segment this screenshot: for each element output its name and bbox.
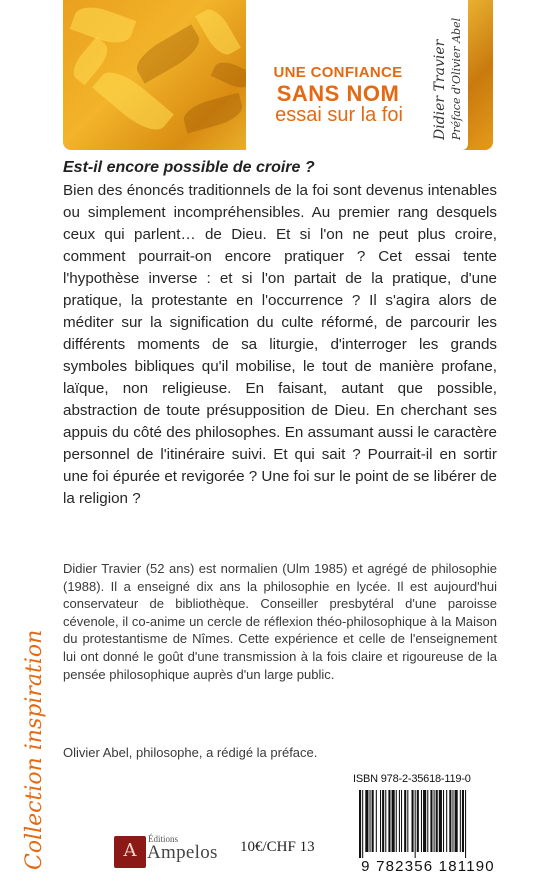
collection-label-vertical: Collection inspiration — [22, 629, 47, 870]
barcode-block — [353, 773, 503, 883]
barcode-icon — [355, 790, 501, 858]
book-title-line1: UNE CONFIANCE — [273, 64, 403, 81]
preface-credit-vertical: Préface d'Olivier Abel — [450, 17, 463, 140]
isbn-number: ISBN 978-2-35618-119-0 — [353, 773, 471, 785]
publisher-name: Ampelos — [147, 842, 218, 863]
book-subtitle: essai sur la foi — [275, 104, 403, 126]
title-card — [246, 0, 468, 150]
publisher-logo — [114, 826, 224, 876]
author-name-vertical: Didier Travier — [432, 39, 448, 140]
barcode-digits: 9 782356 181190 — [361, 858, 495, 875]
lead-question: Est-il encore possible de croire ? — [63, 159, 315, 176]
publisher-seal-glyph: A — [123, 840, 137, 861]
publisher-seal-icon — [114, 836, 146, 868]
preface-note: Olivier Abel, philosophe, a rédigé la préface. — [63, 745, 318, 760]
book-title-line2: SANS NOM — [276, 81, 400, 106]
back-cover-blurb: Bien des énoncés traditionnels de la foi sont devenus intenables ou simplement incompréhensibles. Au premier rang desquels ceux qui parlent… de Dieu. Et si l'on ne peut plus croire, comment pourrait-on encore pratiquer ? Cet essai tente l'hypothèse inverse : et si l'on partait de la pratique, d'une pratique, la protestante en l'occurrence ? Il s'agira alors de méditer sur la signification du culte réformé, de parcourir les différents moments de sa liturgie, d'interroger les grands symboles bibliques qu'il mobilise, le tout de manière profane, laïque, non religieuse. En faisant, autant que possible, abstraction de toute présupposition de Dieu. En cherchant ses appuis du côté des philosophes. En assumant aussi le caractère personnel de l'itinéraire suivi. Et qui sait ? Pourrait-il en sortir une foi épurée et revigorée ? Une foi sur le point de se libérer de la religion ? — [63, 182, 497, 507]
publisher-prefix: Éditions — [148, 834, 179, 844]
author-biography: Didier Travier (52 ans) est normalien (Ulm 1985) et agrégé de philosophie (1988). Il a enseigné dix ans la philosophie en lycée. Il est aujourd'hui conservateur de bibliothèque. Conseiller presbytéral d'une paroisse cévenole, il co-anime un cercle de réflexion théo-philosophique à la Maison du protestantisme de Nîmes. Cette expérience et celle de l'enseignement lui ont donné le goût d'une transmission à la fois claire et rigoureuse de la pensée philosophique auprès d'un large public. — [63, 561, 497, 682]
price-label: 10€/CHF 13 — [240, 839, 315, 855]
